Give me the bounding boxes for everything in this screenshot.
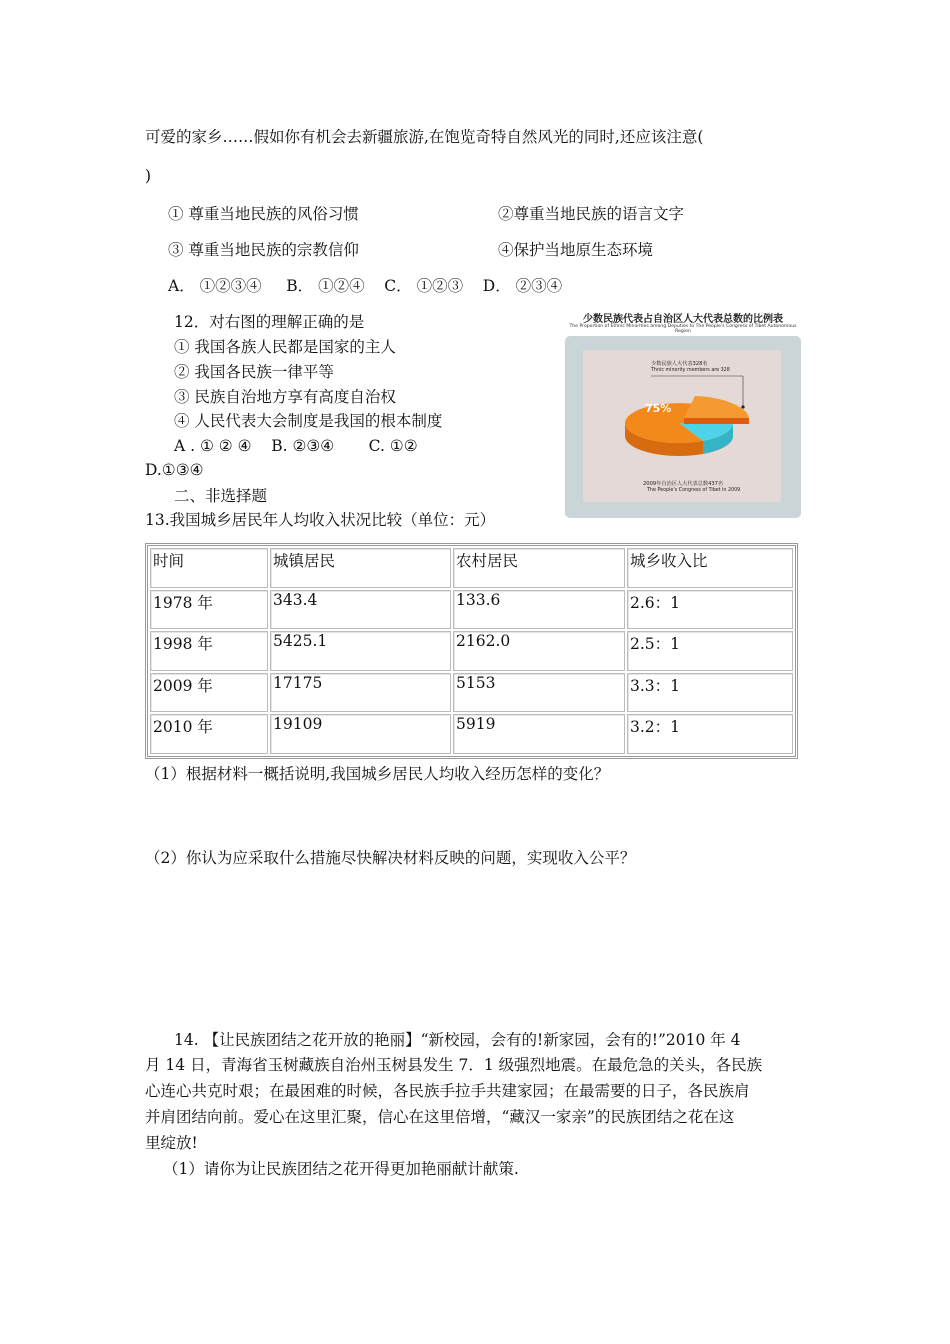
table-row bbox=[150, 714, 793, 754]
figure-inner bbox=[583, 350, 781, 502]
q12-choices-line1: A . ① ② ④ B. ②③④ C. ①② bbox=[174, 437, 418, 455]
q11-option-4: ④保护当地原生态环境 bbox=[498, 241, 654, 259]
q14-sub-question-1: （1）请你为让民族团结之花开得更加艳丽献计献策. bbox=[163, 1160, 519, 1178]
section-heading: 二、非选择题 bbox=[174, 487, 268, 505]
q11-option-3: ③ 尊重当地民族的宗教信仰 bbox=[168, 241, 359, 259]
q11-stem-line2: ) bbox=[145, 167, 152, 185]
figure-panel bbox=[565, 336, 801, 518]
table-header-cell: 城乡收入比 bbox=[627, 548, 793, 588]
q12-option-1: ① 我国各族人民都是国家的主人 bbox=[174, 338, 396, 356]
figure-foot-en: The People's Congress of Tibet in 2009 bbox=[647, 488, 741, 493]
q13-sub-question-2: （2）你认为应采取什么措施尽快解决材料反映的问题，实现收入公平？ bbox=[145, 849, 636, 867]
pie-slice-exploded-edge bbox=[684, 418, 749, 424]
q14-line-2: 月 14 日，青海省玉树藏族自治州玉树县发生 7．1 级强烈地震。在最危急的关头，各民族 bbox=[145, 1056, 763, 1074]
table-header-cell: 时间 bbox=[150, 548, 268, 588]
q11-choices: A． ①②③④ B． ①②④ C． ①②③ D． ②③④ bbox=[168, 277, 563, 295]
q12-option-3: ③ 民族自治地方享有高度自治权 bbox=[174, 388, 396, 406]
table-cell: 3.3：1 bbox=[627, 673, 793, 713]
table-header-cell: 城镇居民 bbox=[270, 548, 451, 588]
table-cell: 343.4 bbox=[270, 590, 451, 630]
table-cell: 2009 年 bbox=[150, 673, 268, 713]
table-cell: 2.5：1 bbox=[627, 631, 793, 671]
table-cell: 5153 bbox=[453, 673, 625, 713]
q13-title: 13.我国城乡居民年人均收入状况比较（单位：元） bbox=[145, 511, 496, 529]
pie-percent-label: 75% bbox=[645, 402, 672, 415]
q14-line-3: 心连心共克时艰；在最困难的时候，各民族手拉手共建家园；在最需要的日子，各民族肩 bbox=[145, 1082, 750, 1100]
table-header-cell: 农村居民 bbox=[453, 548, 625, 588]
q11-stem-line1: 可爱的家乡……假如你有机会去新疆旅游,在饱览奇特自然风光的同时,还应该注意( bbox=[145, 128, 704, 146]
table-cell: 5919 bbox=[453, 714, 625, 754]
figure-foot-cn: 2009年自治区人大代表总数437名 bbox=[643, 481, 724, 487]
table-cell: 5425.1 bbox=[270, 631, 451, 671]
pie-slice-exploded bbox=[684, 396, 749, 418]
table-row bbox=[150, 673, 793, 713]
minority-deputies-figure bbox=[563, 310, 803, 518]
income-table bbox=[145, 543, 798, 759]
q14-line-1: 14. 【让民族团结之花开放的艳丽】“新校园，会有的!新家园，会有的!”2010 年 4 bbox=[174, 1031, 741, 1049]
q12-option-2: ② 我国各民族一律平等 bbox=[174, 363, 334, 381]
table-cell: 2.6：1 bbox=[627, 590, 793, 630]
table-cell: 2010 年 bbox=[150, 714, 268, 754]
q12-stem: 12．对右图的理解正确的是 bbox=[174, 313, 365, 331]
table-header-row bbox=[150, 548, 793, 588]
q13-sub-question-1: （1）根据材料一概括说明,我国城乡居民人均收入经历怎样的变化？ bbox=[145, 765, 610, 783]
q14-line-5: 里绽放! bbox=[145, 1134, 198, 1152]
figure-label-en: Thnic minority members are 328 bbox=[651, 368, 730, 373]
table-cell: 17175 bbox=[270, 673, 451, 713]
q12-option-4: ④ 人民代表大会制度是我国的根本制度 bbox=[174, 412, 443, 430]
table-cell: 1998 年 bbox=[150, 631, 268, 671]
q14-line-4: 并肩团结向前。爱心在这里汇聚，信心在这里倍增，“藏汉一家亲”的民族团结之花在这 bbox=[145, 1108, 735, 1126]
table-cell: 3.2：1 bbox=[627, 714, 793, 754]
q11-option-1: ① 尊重当地民族的风俗习惯 bbox=[168, 205, 359, 223]
leader-dot bbox=[741, 405, 744, 408]
figure-label-cn: 少数民族人大代表328名 bbox=[651, 361, 708, 367]
table-cell: 2162.0 bbox=[453, 631, 625, 671]
table-cell: 133.6 bbox=[453, 590, 625, 630]
q12-choices-line2: D.①③④ bbox=[145, 461, 204, 479]
table-row bbox=[150, 590, 793, 630]
figure-title-en: The Proportion of Ethnic Minorities among Deputies to The People's Congress of Tibet Autonomous Region bbox=[569, 324, 797, 334]
table-row bbox=[150, 631, 793, 671]
q11-option-2: ②尊重当地民族的语言文字 bbox=[498, 205, 685, 223]
figure-title-cn: 少数民族代表占自治区人大代表总数的比例表 bbox=[583, 314, 783, 325]
table-cell: 19109 bbox=[270, 714, 451, 754]
table-cell: 1978 年 bbox=[150, 590, 268, 630]
